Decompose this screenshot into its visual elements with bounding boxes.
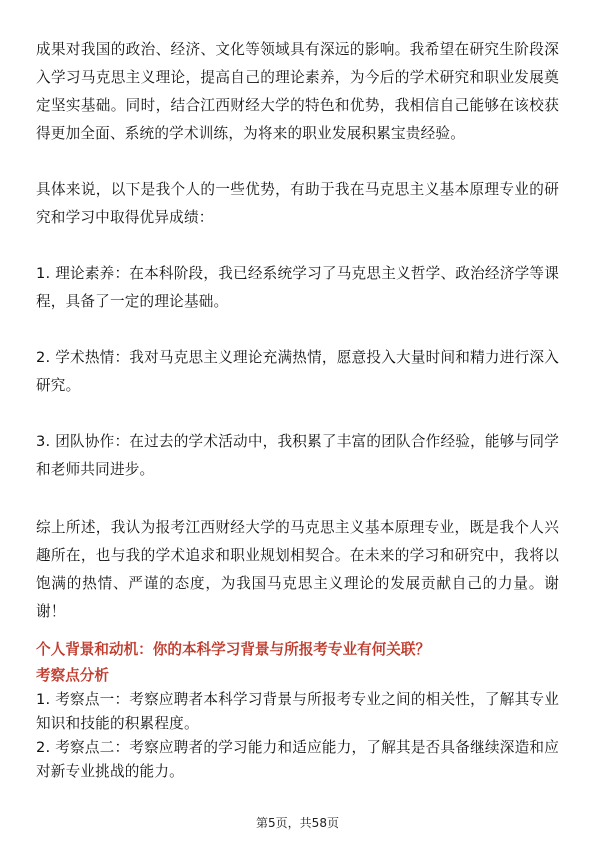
analysis-point: 2. 考察点二：考察应聘者的学习能力和适应能力，了解其是否具备继续深造和应对新专业挑战的能力。 [36,739,559,780]
analysis-list [36,688,559,784]
document-body [36,36,559,784]
list-item-teamwork: 3. 团队协作：在过去的学术活动中，我积累了丰富的团队合作经验，能够与同学和老师共同进步。 [36,433,559,478]
paragraph-conclusion: 综上所述，我认为报考江西财经大学的马克思主义基本原理专业，既是我个人兴趣所在，也与我的学术追求和职业规划相契合。在未来的学习和研究中，我将以饱满的热情、严谨的态度，为我国马克思主义理论的发展贡献自己的力量。谢谢！ [36,519,559,620]
list-item-passion: 2. 学术热情：我对马克思主义理论充满热情，愿意投入大量时间和精力进行深入研究。 [36,349,559,394]
paragraph-advantages-intro: 具体来说，以下是我个人的一些优势，有助于我在马克思主义基本原理专业的研究和学习中取得优异成绩： [36,181,559,226]
analysis-point: 1. 考察点一：考察应聘者本科学习背景与所报考专业之间的相关性，了解其专业知识和技能的积累程度。 [36,691,559,732]
question-title: 个人背景和动机：你的本科学习背景与所报考专业有何关联？ [36,641,431,658]
list-item-theory: 1. 理论素养：在本科阶段，我已经系统学习了马克思主义哲学、政治经济学等课程，具备了一定的理论基础。 [36,265,559,310]
paragraph-intro: 成果对我国的政治、经济、文化等领域具有深远的影响。我希望在研究生阶段深入学习马克思主义理论，提高自己的理论素养，为今后的学术研究和职业发展奠定坚实基础。同时，结合江西财经大学的特色和优势，我相信自己能够在该校获得更加全面、系统的学术训练，为将来的职业发展积累宝贵经验。 [36,41,559,142]
analysis-heading: 考察点分析 [36,667,109,684]
page-number: 第5页，共58页 [256,816,339,830]
